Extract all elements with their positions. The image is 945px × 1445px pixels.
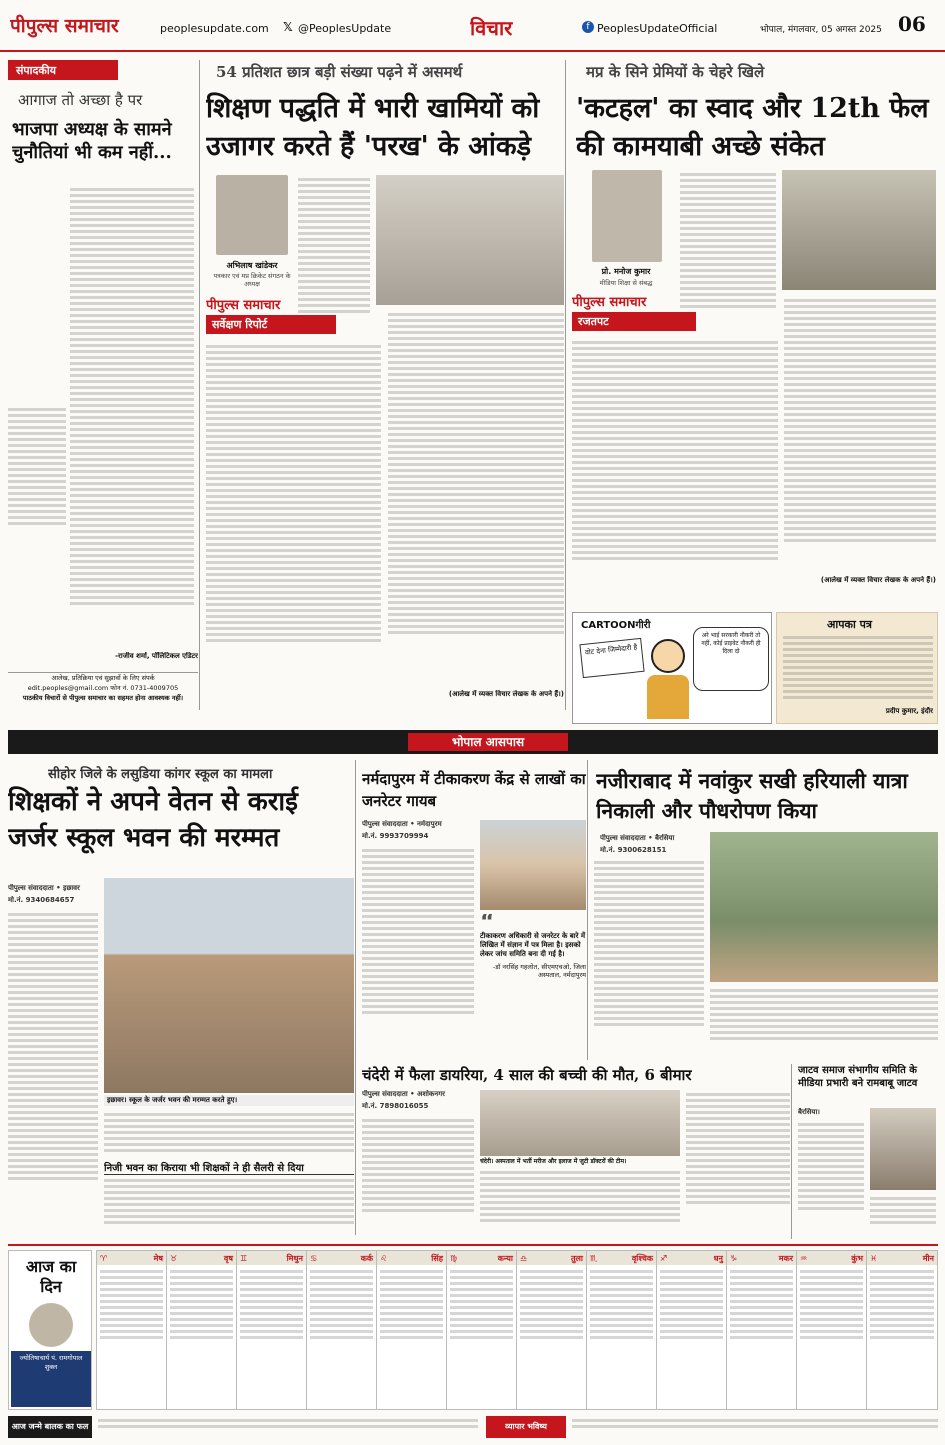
facebook-handle[interactable]: PeoplesUpdateOfficial [597,22,718,35]
astrologer-photo [29,1303,73,1347]
story-diarrhea-headline: चंदेरी में फैला डायरिया, 4 साल की बच्ची की मौत, 6 बीमार [362,1066,692,1084]
zodiac-sagittarius [657,1251,727,1409]
cartoon-label: CARTOONगीरी [581,620,651,631]
horoscope-title: आज का दिन [25,1257,77,1296]
story-diarrhea-mobile: मो.नं. 7898016055 [362,1102,429,1110]
gemini-label: मिथुन [286,1253,303,1263]
website-link[interactable]: peoplesupdate.com [160,22,269,35]
hospital-photo-caption: चंदेरी। अस्पताल में भर्ती मरीज और इलाज में जुटी डॉक्टरों की टीम। [480,1158,627,1165]
main-story [206,60,566,710]
quote-author: -डॉ नरसिंह गहलोत, सीएमएचओ, जिला अस्पताल, नर्मदापुरम [492,963,586,979]
taurus-label: वृष [223,1253,233,1263]
author-photo [216,175,288,255]
pisces-label: मीन [922,1253,934,1263]
cartoon-sign: वोट देना जिम्मेदारी है [579,638,644,678]
story-school-body-b [104,1110,354,1158]
zodiac-pisces [867,1251,937,1409]
editorial-footer [8,672,198,710]
main-story-headline: शिक्षण पद्धति में भारी खामियों को उजागर करते हैं 'परख' के आंकड़े [206,93,540,162]
capricorn-label: मकर [778,1253,793,1263]
film-series-logo: पीपुल्स समाचार [572,295,647,310]
story-jatav [798,1064,938,1239]
main-author-name: अभिलाष खांडेकर [226,261,278,270]
story-school-kicker: सीहोर जिले के लसुडिया कांगर स्कूल का मामला [48,767,273,782]
capricorn-icon: ♑ [730,1253,738,1263]
page-number: 06 [898,12,926,36]
quote-text: टीकाकरण अधिकारी से जनरेटर के बारे में लिखित में संज्ञान में पत्र मिला है। इसको लेकर जांच समिति बना दी गई है। [480,932,586,958]
film-story-body-b [784,296,936,586]
story-generator-quote [480,914,586,1044]
main-story-body-a [206,342,381,687]
twitter-handle[interactable]: @PeoplesUpdate [298,22,392,35]
zodiac-cancer [307,1251,377,1409]
film-story-headline: 'कटहल' का स्वाद और 12th फेल की कामयाबी अच्छे संकेत [576,93,929,162]
zodiac-scorpio [587,1251,657,1409]
gemini-icon: ♊ [240,1253,248,1263]
zodiac-aries [97,1251,167,1409]
editorial-column [8,60,200,710]
series-label: सर्वेक्षण रिपोर्ट [206,315,336,334]
aquarius-label: कुंभ [851,1253,863,1263]
school-photo-caption: इछावर। स्कूल के जर्जर भवन की मरम्मत करते हुए। [104,1095,354,1106]
horoscope-panel [8,1244,938,1440]
scorpio-label: वृश्चिक [631,1253,653,1263]
zodiac-aquarius [797,1251,867,1409]
facebook-icon: f [582,21,594,33]
story-plantation [594,760,938,1060]
film-series-badge [572,292,696,332]
business-label: व्यापार भविष्य [486,1416,566,1438]
dateline: भोपाल, मंगलवार, 05 अगस्त 2025 [760,25,882,35]
masthead-logo[interactable]: पीपुल्स समाचार [10,15,119,37]
story-jatav-headline: जाटव समाज संभागीय समिति के मीडिया प्रभारी बने रामबाबू जाटव [798,1065,918,1089]
editorial-footer-line3: पाठकीय विचारों से पीपुल्स समाचार का सहमत होना आवश्यक नहीं। [22,694,184,702]
film-author-role: मीडिया शिक्षा से संबद्ध [599,279,653,287]
reader-letter [776,612,938,724]
section-title: विचार [470,16,513,40]
story-generator-body-a [362,846,474,1046]
story-diarrhea-body-b [480,1168,680,1236]
film-series-label: रजतपट [572,312,696,331]
local-band [8,730,938,754]
main-story-kicker: 54 प्रतिशत छात्र बड़ी संख्या पढ़ने में असमर्थ [216,63,463,81]
story-diarrhea-body-c [686,1090,790,1236]
pisces-icon: ♓ [870,1253,878,1263]
editorial-body-left [8,185,66,655]
story-diarrhea [362,1064,792,1239]
story-generator-headline: नर्मदापुरम में टीकाकरण केंद्र से लाखों का जनरेटर गायब [362,770,586,810]
story-school-body-c [104,1176,354,1234]
sagittarius-icon: ♐ [660,1253,668,1263]
main-author-role: पत्रकार एवं मप्र क्रिकेट संगठन के अध्यक्ष [213,272,291,288]
hospital-photo [480,1090,680,1156]
leo-icon: ♌ [380,1253,388,1263]
cartoon-speech: अरे भाई सरकारी नौकरी तो नहीं, कोई प्राइवेट नौकरी ही दिला दो [693,627,769,691]
story-diarrhea-byline: पीपुल्स संवाददाता • अशोकनगर [362,1090,445,1098]
editorial-label: संपादकीय [8,60,118,80]
business-text [572,1416,938,1438]
aries-icon: ♈ [100,1253,108,1263]
jatav-photo [870,1108,936,1190]
editorial-footer-line2[interactable]: edit.peoples@gmail.com फोन नं. 0731-4009705 [27,684,179,692]
school-photo [104,878,354,1093]
film-story-body-a [572,338,778,596]
born-today-text [98,1416,478,1438]
main-story-col1 [298,175,370,335]
health-centre-photo [480,820,586,910]
reader-letter-label: आपका पत्र [827,618,872,631]
story-plantation-body-a [594,858,704,1058]
film-story-col1 [680,170,776,330]
sagittarius-label: धनु [713,1253,723,1263]
editorial-kicker: आगाज तो अच्छा है पर [18,91,143,109]
story-plantation-body-b [710,986,938,1056]
masthead [0,0,945,52]
editorial-headline: भाजपा अध्यक्ष के सामने चुनौतियां भी कम नहीं... [12,119,172,163]
cartoon-body [647,675,689,719]
story-generator [362,760,588,1060]
story-school-subhead: निजी भवन का किराया भी शिक्षकों ने ही सैलरी से दिया [104,1160,354,1175]
zodiac-taurus [167,1251,237,1409]
story-plantation-mobile: मो.नं. 9300628151 [600,846,667,854]
reader-letter-body [783,633,933,703]
born-today-label: आज जन्मे बालक का फल [8,1416,92,1438]
cancer-icon: ♋ [310,1253,318,1263]
x-icon: 𝕏 [283,20,293,34]
story-school [8,760,356,1235]
libra-icon: ♎ [520,1253,528,1263]
story-jatav-byline: बैरसिया। [798,1108,820,1116]
zodiac-grid [96,1250,938,1410]
film-author-name: प्रो. मनोज कुमार [601,267,651,276]
local-band-label: भोपाल आसपास [408,733,568,751]
story-school-body-a [8,910,98,1230]
story-plantation-byline: पीपुल्स संवाददाता • बैरसिया [600,834,675,842]
aquarius-icon: ♒ [800,1253,808,1263]
main-story-footer: (आलेख में व्यक्त विचार लेखक के अपने हैं।) [448,690,564,698]
astrologer-name: ज्योतिषाचार्य पं. रामगोपाल शुक्ल [11,1351,91,1407]
scorpio-icon: ♏ [590,1253,598,1263]
horoscope-title-box [8,1250,92,1410]
film-story-footer: (आलेख में व्यक्त विचार लेखक के अपने हैं।) [820,576,936,584]
story-generator-mobile: मो.नं. 9993709994 [362,832,429,840]
quote-mark-icon: “ [480,914,495,935]
reader-letter-author: प्रदीप कुमार, इंदौर [885,707,933,715]
virgo-icon: ♍ [450,1253,458,1263]
taurus-icon: ♉ [170,1253,178,1263]
main-story-body-b [388,310,564,688]
cancer-label: कर्क [360,1253,373,1263]
zodiac-capricorn [727,1251,797,1409]
rally-photo [710,832,938,982]
story-school-headline: शिक्षकों ने अपने वेतन से कराई जर्जर स्कूल भवन की मरम्मत [8,787,298,853]
story-diarrhea-body-a [362,1116,474,1236]
actor-photo [782,170,936,290]
editorial-author: -राजीव शर्मा, पॉलिटिकल एडिटर [115,652,198,660]
story-generator-byline: पीपुल्स संवाददाता • नर्मदापुरम [362,820,442,828]
leo-label: सिंह [431,1253,443,1263]
libra-label: तुला [570,1253,583,1263]
story-jatav-body-b [870,1194,936,1236]
aries-label: मेष [153,1253,163,1263]
cartoon-box [572,612,772,724]
story-school-byline: पीपुल्स संवाददाता • इछावर [8,884,80,892]
story-jatav-body-a [798,1120,864,1236]
classroom-photo [376,175,564,305]
story-plantation-headline: नजीराबाद में नवांकुर सखी हरियाली यात्रा निकाली और पौधरोपण किया [596,768,908,823]
zodiac-libra [517,1251,587,1409]
film-story [572,60,938,610]
editorial-footer-line1: आलेख, प्रतिक्रिया एवं सुझावों के लिए संपर्क [51,674,155,682]
editorial-body-right [70,185,194,645]
film-author-photo [592,170,662,262]
film-story-kicker: मप्र के सिने प्रेमियों के चेहरे खिले [586,63,765,81]
series-logo: पीपुल्स समाचार [206,298,281,313]
virgo-label: कन्या [497,1253,513,1263]
cartoon-figure [651,639,685,673]
zodiac-gemini [237,1251,307,1409]
zodiac-leo [377,1251,447,1409]
zodiac-virgo [447,1251,517,1409]
story-school-mobile: मो.नं. 9340684657 [8,896,75,904]
